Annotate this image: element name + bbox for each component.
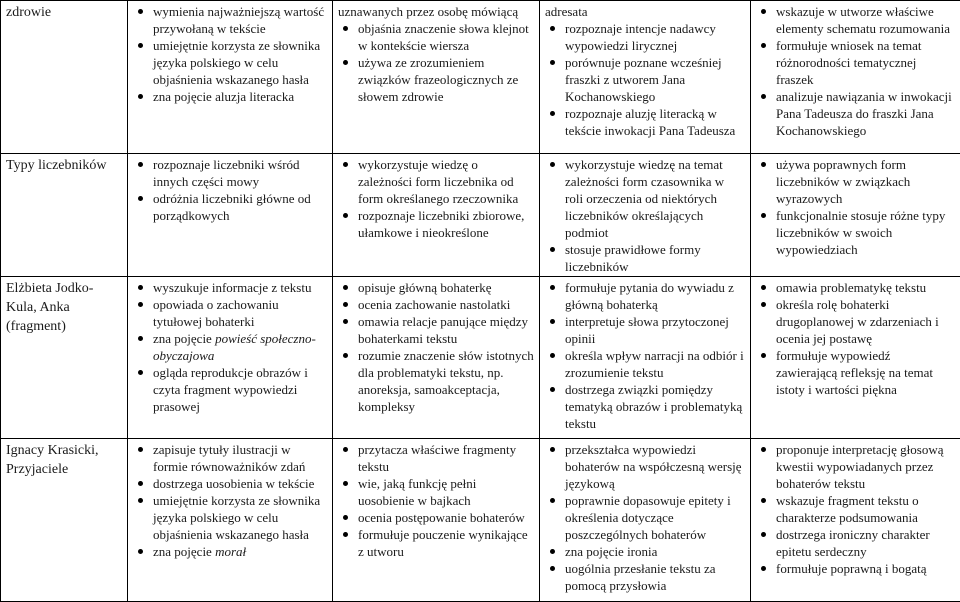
level-cell bbox=[751, 1, 960, 154]
level-cell bbox=[540, 439, 751, 602]
list-item: formułuje poprawną i bogatą bbox=[756, 560, 955, 577]
list-item: proponuje interpretację głosową kwestii wypowiadanych przez bohaterów tekstu bbox=[756, 441, 955, 492]
list-item: rozpoznaje liczebniki zbiorowe, ułamkowe i nieokreślone bbox=[338, 207, 534, 241]
list-item: formułuje wniosek na temat różnorodności tematycznej fraszek bbox=[756, 37, 955, 88]
level-cell bbox=[333, 1, 540, 154]
list-item: opowiada o zachowaniu tytułowej bohaterki bbox=[133, 296, 327, 330]
term-text: morał bbox=[215, 544, 247, 559]
list-item: przytacza właściwe fragmenty tekstu bbox=[338, 441, 534, 475]
list-item: ocenia zachowanie nastolatki bbox=[338, 296, 534, 313]
list-item-text: zna pojęcie bbox=[153, 331, 216, 346]
list-item: wskazuje w utworze właściwe elementy schematu rozumowania bbox=[756, 3, 955, 37]
list-item: odróżnia liczebniki główne od porządkowych bbox=[133, 190, 327, 224]
list-item: wymienia najważniejszą wartość przywołaną w tekście bbox=[133, 3, 327, 37]
list-item: określa wpływ narracji na odbiór i zrozumienie tekstu bbox=[545, 347, 745, 381]
list-item: używa poprawnych form liczebników w związkach wyrazowych bbox=[756, 156, 955, 207]
topic-cell: Ignacy Krasicki, Przyjaciele bbox=[1, 439, 128, 602]
list-item: ocenia postępowanie bohaterów bbox=[338, 509, 534, 526]
level-cell bbox=[540, 154, 751, 277]
topic-cell: Typy liczebników bbox=[1, 154, 128, 277]
level-cell bbox=[128, 1, 333, 154]
list-item: uogólnia przesłanie tekstu za pomocą przysłowia bbox=[545, 560, 745, 594]
list-item: określa rolę bohaterki drugoplanowej w zdarzeniach i ocenia jej postawę bbox=[756, 296, 955, 347]
table-row bbox=[1, 154, 960, 277]
list-item bbox=[133, 543, 327, 560]
list-item: rozpoznaje liczebniki wśród innych części mowy bbox=[133, 156, 327, 190]
list-item: formułuje wypowiedź zawierającą refleksję na temat istoty i wartości piękna bbox=[756, 347, 955, 398]
list-item: adresata bbox=[545, 4, 588, 19]
level-cell bbox=[540, 1, 751, 154]
list-item: omawia problematykę tekstu bbox=[756, 279, 955, 296]
topic-cell: zdrowie bbox=[1, 1, 128, 154]
level-cell bbox=[128, 277, 333, 439]
level-cell bbox=[333, 277, 540, 439]
list-item bbox=[133, 330, 327, 364]
table-row bbox=[1, 1, 960, 154]
level-cell bbox=[128, 154, 333, 277]
list-item: przekształca wypowiedzi bohaterów na współczesną wersję językową bbox=[545, 441, 745, 492]
list-item: używa ze zrozumieniem związków frazeologicznych ze słowem zdrowie bbox=[338, 54, 534, 105]
list-item: umiejętnie korzysta ze słownika języka polskiego w celu objaśnienia wskazanego hasła bbox=[133, 37, 327, 88]
level-cell bbox=[751, 277, 960, 439]
list-item: interpretuje słowa przytoczonej opinii bbox=[545, 313, 745, 347]
list-item: ogląda reprodukcje obrazów i czyta fragment wypowiedzi prasowej bbox=[133, 364, 327, 415]
list-item: objaśnia znaczenie słowa klejnot w kontekście wiersza bbox=[338, 20, 534, 54]
level-cell bbox=[751, 439, 960, 602]
list-item: umiejętnie korzysta ze słownika języka polskiego w celu objaśnienia wskazanego hasła bbox=[133, 492, 327, 543]
list-item: porównuje poznane wcześniej fraszki z utworem Jana Kochanowskiego bbox=[545, 54, 745, 105]
list-item: opisuje główną bohaterkę bbox=[338, 279, 534, 296]
level-cell bbox=[128, 439, 333, 602]
list-item: wskazuje fragment tekstu o charakterze podsumowania bbox=[756, 492, 955, 526]
list-item: poprawnie dopasowuje epitety i określenia dotyczące poszczególnych bohaterów bbox=[545, 492, 745, 543]
table-row bbox=[1, 277, 960, 439]
list-item: omawia relacje panujące między bohaterkami tekstu bbox=[338, 313, 534, 347]
list-item: dostrzega uosobienia w tekście bbox=[133, 475, 327, 492]
list-item: wyszukuje informacje z tekstu bbox=[133, 279, 327, 296]
list-item: rozpoznaje aluzję literacką w tekście inwokacji Pana Tadeusza bbox=[545, 105, 745, 139]
level-cell bbox=[540, 277, 751, 439]
list-item: formułuje pytania do wywiadu z główną bohaterką bbox=[545, 279, 745, 313]
list-item: dostrzega ironiczny charakter epitetu serdeczny bbox=[756, 526, 955, 560]
level-cell bbox=[751, 154, 960, 277]
list-item: formułuje pouczenie wynikające z utworu bbox=[338, 526, 534, 560]
list-item: zapisuje tytuły ilustracji w formie równoważników zdań bbox=[133, 441, 327, 475]
list-item: wykorzystuje wiedzę o zależności form liczebnika od form określanego rzeczownika bbox=[338, 156, 534, 207]
list-item: wie, jaką funkcję pełni uosobienie w bajkach bbox=[338, 475, 534, 509]
term-text: powieść społeczno-obyczajowa bbox=[153, 331, 316, 363]
list-item: analizuje nawiązania w inwokacji Pana Tadeusza do fraszki Jana Kochanowskiego bbox=[756, 88, 955, 139]
list-item: rozpoznaje intencje nadawcy wypowiedzi lirycznej bbox=[545, 20, 745, 54]
list-item: uznawanych przez osobę mówiącą bbox=[338, 4, 519, 19]
level-cell bbox=[333, 154, 540, 277]
list-item: zna pojęcie aluzja literacka bbox=[133, 88, 327, 105]
topic-cell: Elżbieta Jodko-Kula, Anka (fragment) bbox=[1, 277, 128, 439]
list-item: rozumie znaczenie słów istotnych dla problematyki tekstu, np. anoreksja, samoakceptacja, kompleksy bbox=[338, 347, 534, 415]
level-cell bbox=[333, 439, 540, 602]
list-item: funkcjonalnie stosuje różne typy liczebników w swoich wypowiedziach bbox=[756, 207, 955, 258]
list-item: dostrzega związki pomiędzy tematyką obrazów i problematyką tekstu bbox=[545, 381, 745, 432]
list-item: stosuje prawidłowe formy liczebników bbox=[545, 241, 745, 275]
list-item-text: zna pojęcie bbox=[153, 544, 216, 559]
list-item: wykorzystuje wiedzę na temat zależności form czasownika w roli orzeczenia od niektórych liczebników określających podmiot bbox=[545, 156, 745, 241]
table-row bbox=[1, 439, 960, 602]
list-item: zna pojęcie ironia bbox=[545, 543, 745, 560]
